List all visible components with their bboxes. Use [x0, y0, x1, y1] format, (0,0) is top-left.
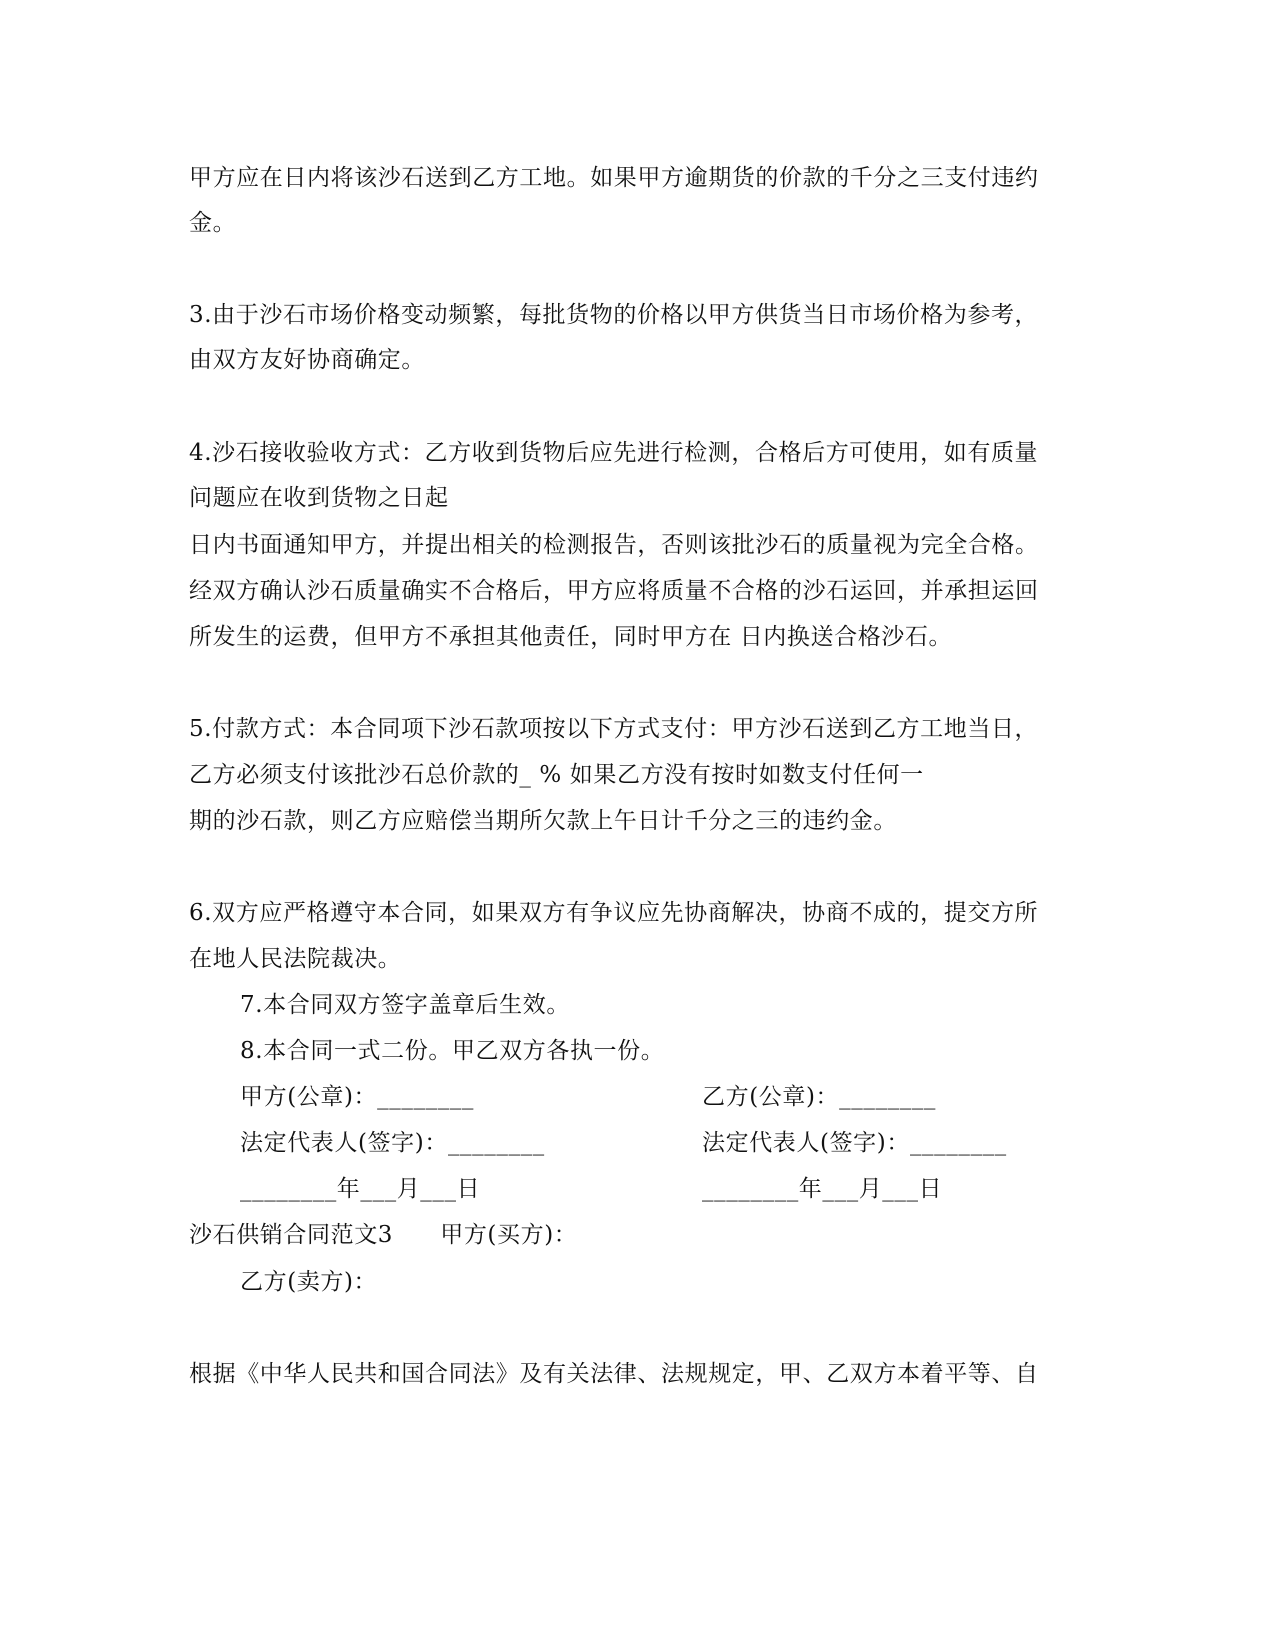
party-a-date: ________年___月___日 [240, 1176, 481, 1202]
clause-6: 6.双方应严格遵守本合同，如果双方有争议应先协商解决，协商不成的，提交方所 [189, 900, 1039, 926]
party-b-date: ________年___月___日 [702, 1176, 943, 1202]
clause-5: 5.付款方式：本合同项下沙石款项按以下方式支付：甲方沙石送到乙方工地当日， [189, 716, 1039, 742]
text-line: 日内书面通知甲方，并提出相关的检测报告，否则该批沙石的质量视为完全合格。 [189, 532, 1039, 558]
party-b-representative: 法定代表人(签字)：________ [702, 1130, 1007, 1156]
text-line: 甲方应在日内将该沙石送到乙方工地。如果甲方逾期货的价款的千分之三支付违约 [189, 165, 1039, 191]
seller-line: 乙方(卖方)： [240, 1269, 378, 1295]
text-line: 问题应在收到货物之日起 [189, 485, 449, 511]
clause-4: 4.沙石接收验收方式：乙方收到货物后应先进行检测，合格后方可使用，如有质量 [189, 440, 1039, 466]
text-line: 在地人民法院裁决。 [189, 946, 402, 972]
text-line: 期的沙石款，则乙方应赔偿当期所欠款上午日计千分之三的违约金。 [189, 808, 897, 834]
party-b-seal: 乙方(公章)：________ [702, 1084, 936, 1110]
party-a-representative: 法定代表人(签字)：________ [240, 1130, 545, 1156]
contract-title-3: 沙石供销合同范文3 甲方(买方)： [189, 1222, 578, 1248]
text-line: 金。 [189, 210, 237, 236]
party-a-seal: 甲方(公章)：________ [240, 1084, 474, 1110]
text-line: 经双方确认沙石质量确实不合格后，甲方应将质量不合格的沙石运回，并承担运回 [189, 578, 1039, 604]
text-line: 所发生的运费，但甲方不承担其他责任，同时甲方在 日内换送合格沙石。 [189, 624, 953, 650]
text-line: 乙方必须支付该批沙石总价款的_ % 如果乙方没有按时如数支付任何一 [189, 762, 924, 788]
clause-7: 7.本合同双方签字盖章后生效。 [240, 992, 570, 1018]
text-line: 根据《中华人民共和国合同法》及有关法律、法规规定，甲、乙双方本着平等、自 [189, 1361, 1039, 1387]
clause-3: 3.由于沙石市场价格变动频繁，每批货物的价格以甲方供货当日市场价格为参考， [189, 302, 1039, 328]
text-line: 由双方友好协商确定。 [189, 347, 425, 373]
clause-8: 8.本合同一式二份。甲乙双方各执一份。 [240, 1038, 665, 1064]
